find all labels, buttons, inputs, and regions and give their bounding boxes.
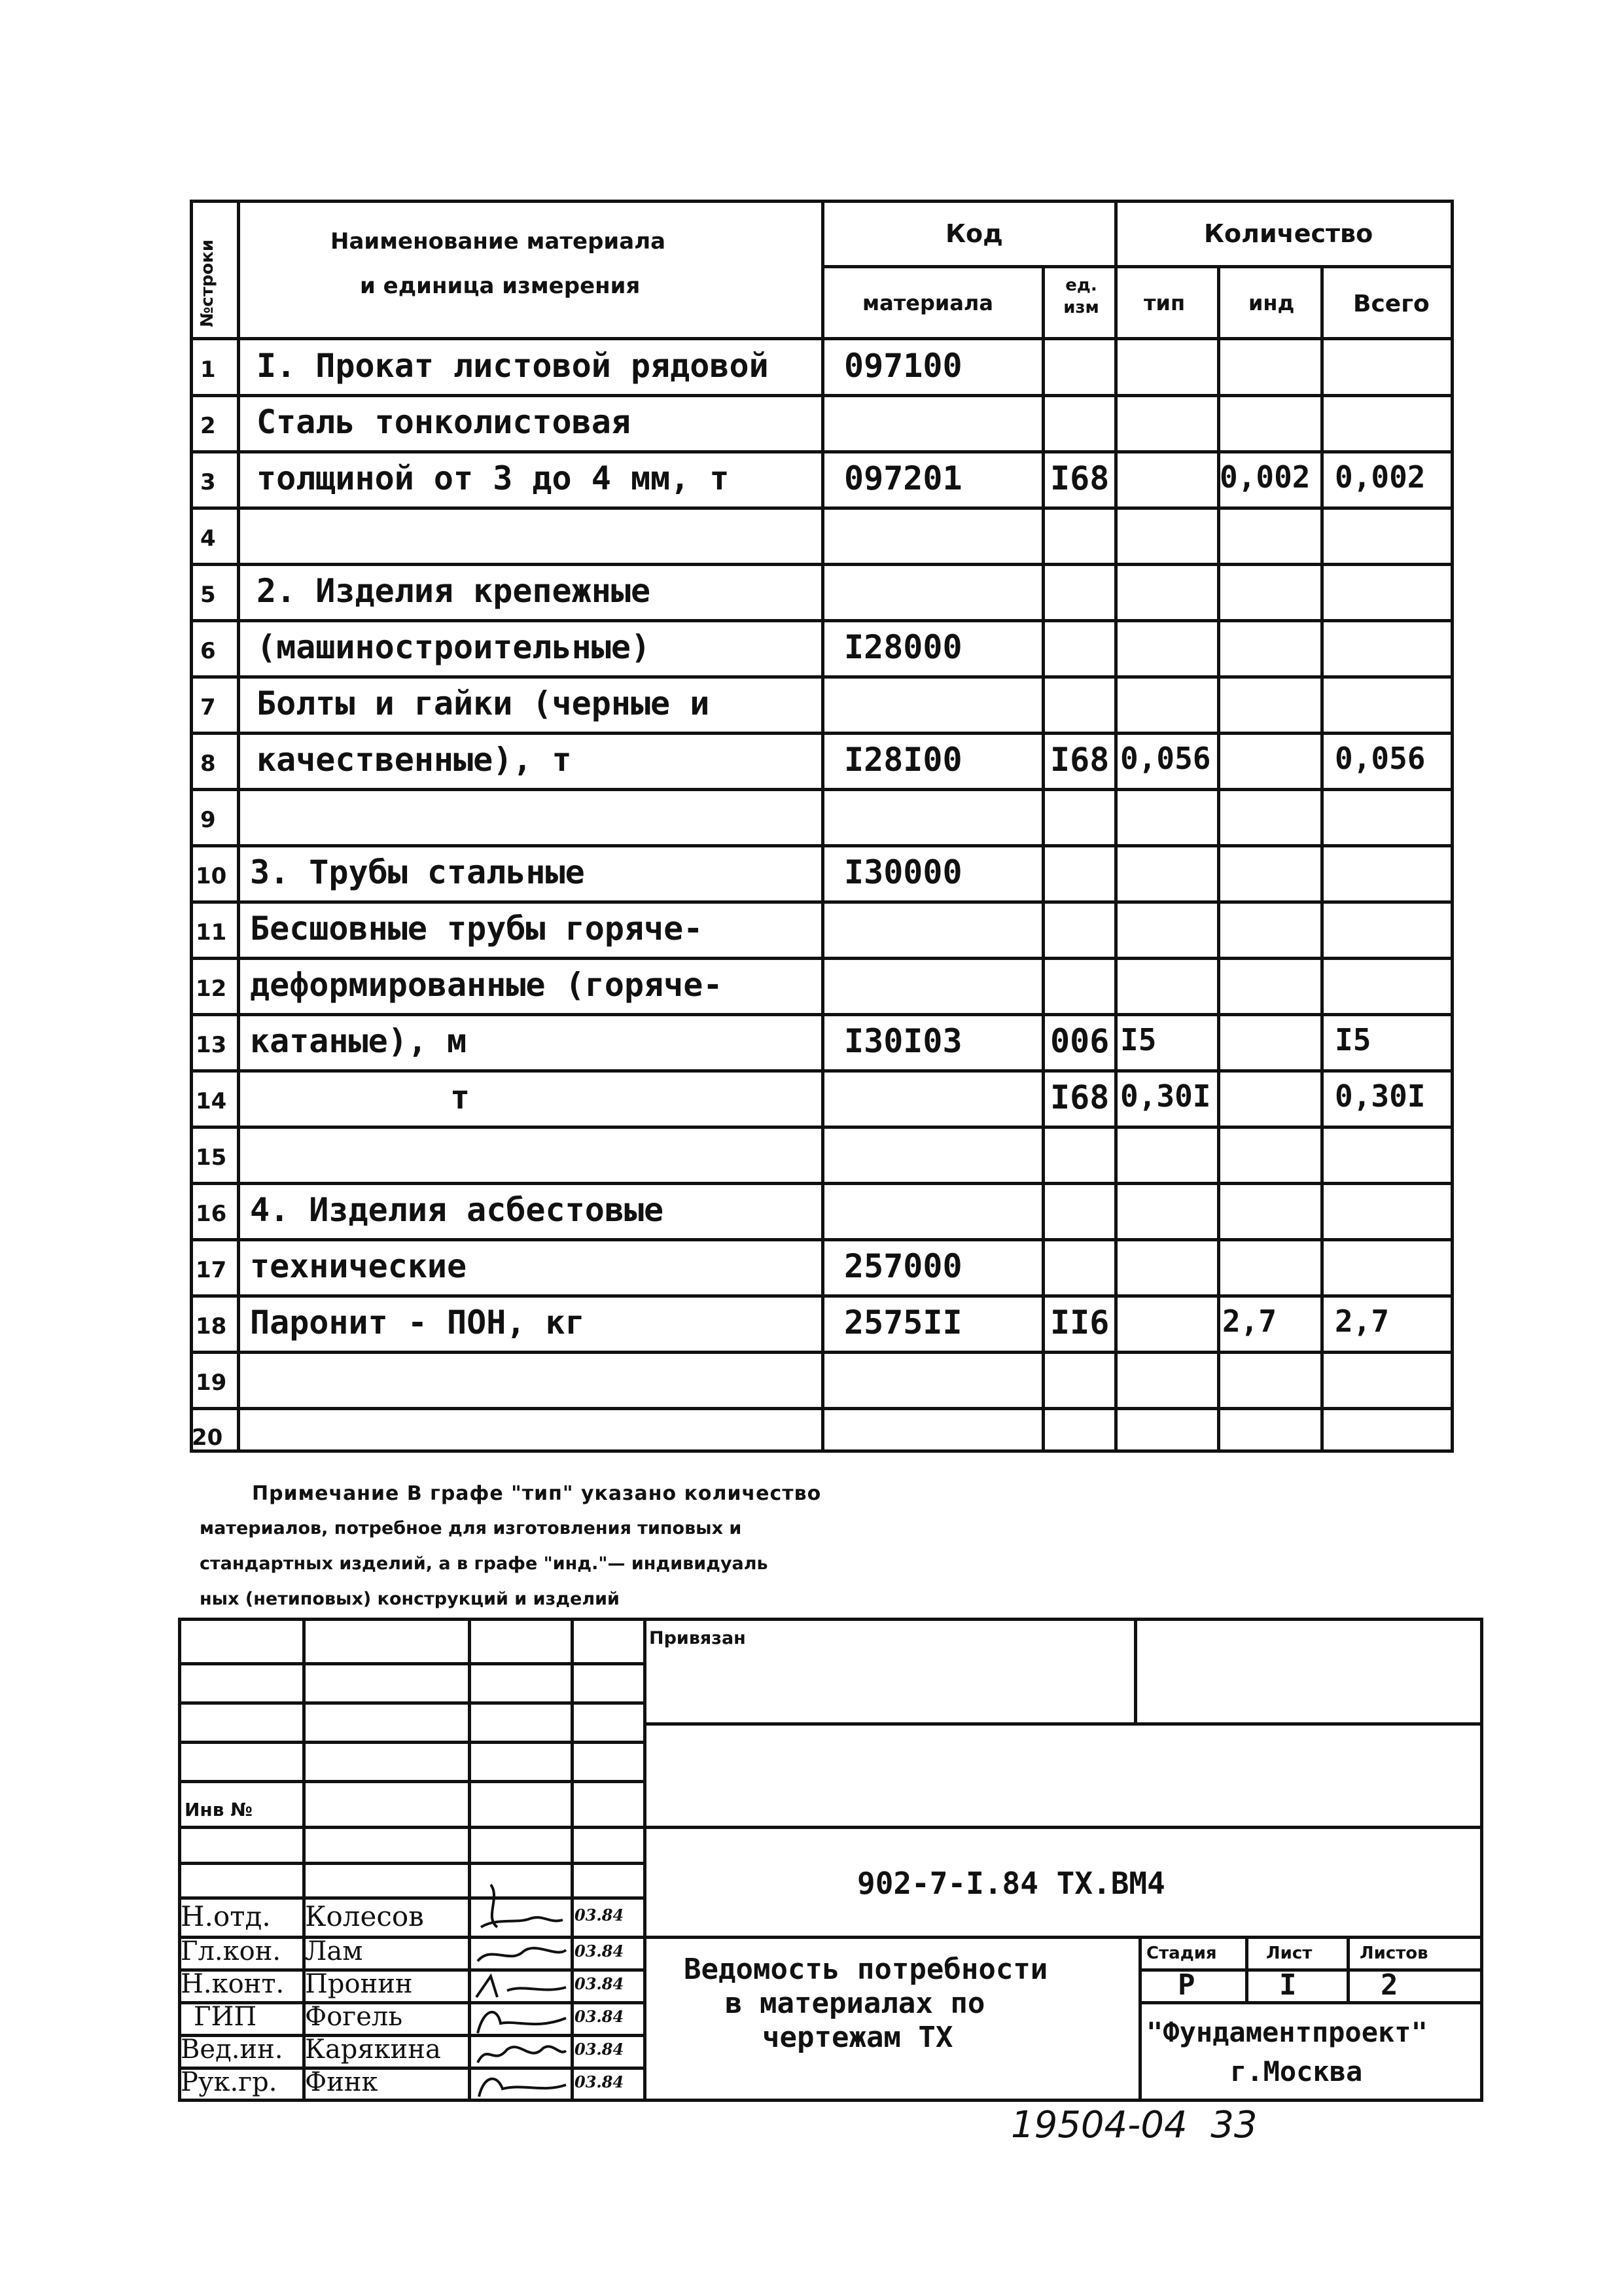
doc-title-line2: в материалах по: [725, 1987, 985, 2020]
footer-number: 19504-04 33: [1011, 2104, 1258, 2146]
row-name: 4. Изделия асбестовые: [250, 1191, 664, 1229]
row-unit: I68: [1050, 741, 1110, 779]
signer-name: Пронин: [305, 1969, 413, 1999]
signer-role: Н.отд.: [181, 1900, 271, 1932]
stamp-hline: [643, 1826, 1480, 1829]
table-vline: [821, 200, 824, 1453]
row-line: [190, 394, 1454, 397]
header-name-line2: и единица измерения: [360, 273, 641, 299]
document-code: 902-7-I.84 ТХ.ВМ4: [857, 1866, 1165, 1901]
row-name: Паронит - ПОН, кг: [250, 1304, 585, 1341]
doc-title-line1: Ведомость потребности: [684, 1953, 1048, 1986]
note-line-4: ных (нетиповых) конструкций и изделий: [200, 1589, 620, 1609]
row-unit: I68: [1050, 1078, 1110, 1116]
note-line-1: Примечание В графе "тип" указано количество: [252, 1482, 822, 1505]
stamp-hline: [178, 1780, 643, 1783]
row-name: 3. Трубы стальные: [250, 853, 585, 891]
row-name: технические: [250, 1247, 467, 1285]
row-unit: 006: [1050, 1022, 1110, 1060]
row-line: [190, 1407, 1454, 1410]
row-line: [190, 788, 1454, 791]
row-number: 17: [196, 1257, 227, 1283]
organization-name: "Фундаментпроект": [1146, 2016, 1428, 2048]
signer-role: Рук.гр.: [181, 2067, 277, 2097]
row-number: 4: [200, 525, 216, 552]
row-number: 19: [196, 1370, 227, 1396]
row-line: [190, 732, 1454, 735]
row-code: I30I03: [844, 1022, 962, 1060]
row-ind: 2,7: [1222, 1304, 1277, 1339]
stamp-right-border: [1480, 1618, 1483, 2102]
row-code: 097100: [844, 347, 962, 385]
signer-name: Лам: [305, 1936, 363, 1966]
sheet-value: I: [1279, 1968, 1297, 2002]
privyazan-label: Привязан: [649, 1628, 746, 1648]
row-number: 13: [196, 1032, 227, 1058]
signer-name: Фогель: [305, 2002, 403, 2032]
header-subline: [821, 265, 1454, 268]
stamp-hline: [178, 1896, 643, 1900]
stamp-vline: [643, 1618, 646, 2102]
row-name: I. Прокат листовой рядовой: [256, 347, 769, 385]
row-number: 1: [200, 357, 216, 383]
row-name: (машиностроительные): [256, 628, 651, 666]
header-name-line1: Наименование материала: [330, 228, 666, 255]
signature-scribble: [471, 1971, 569, 2004]
row-line: [190, 844, 1454, 847]
row-name: качественные), т: [256, 741, 572, 779]
sheets-value: 2: [1381, 1968, 1398, 2002]
signer-name: Карякина: [305, 2034, 441, 2065]
row-name: толщиной от 3 до 4 мм, т: [256, 459, 730, 497]
header-row-number: №строки: [198, 239, 217, 327]
stage-value: Р: [1178, 1968, 1195, 2002]
signer-name: Финк: [305, 2067, 378, 2097]
signer-date: 03.84: [574, 2007, 624, 2026]
row-total: 2,7: [1335, 1304, 1390, 1339]
row-line: [190, 506, 1454, 510]
row-name: Бесшовные трубы горяче-: [250, 910, 703, 948]
row-name: деформированные (горяче-: [250, 966, 723, 1004]
row-total: 0,056: [1335, 741, 1426, 776]
stamp-hline: [178, 1701, 643, 1705]
row-line: [190, 1013, 1454, 1016]
signature-scribble: [471, 2036, 569, 2069]
signer-date: 03.84: [574, 1906, 624, 1925]
row-number: 16: [196, 1201, 227, 1227]
signer-date: 03.84: [574, 1942, 624, 1961]
signer-role: Вед.ин.: [181, 2034, 283, 2065]
row-number: 15: [196, 1145, 227, 1171]
stamp-vline: [1245, 1936, 1248, 2001]
stage-label: Стадия: [1146, 1944, 1217, 1963]
row-code: 097201: [844, 459, 962, 497]
stamp-hline: [178, 1741, 643, 1744]
stamp-vline: [571, 1618, 574, 2102]
row-name: Болты и гайки (черные и: [256, 684, 710, 722]
row-code: 2575II: [844, 1304, 962, 1341]
header-qty-total: Всего: [1353, 291, 1430, 317]
row-tip: 0,30I: [1120, 1078, 1211, 1114]
row-number: 5: [200, 582, 216, 608]
signer-role: Гл.кон.: [181, 1936, 281, 1966]
table-vline: [1114, 200, 1118, 1453]
table-vline: [1042, 265, 1045, 1453]
row-number: 11: [196, 919, 227, 946]
signature-scribble: [471, 1938, 569, 1971]
row-number: 12: [196, 976, 227, 1002]
header-qty-ind: инд: [1248, 291, 1295, 315]
stamp-vline: [1347, 1936, 1350, 2001]
note-line-3: стандартных изделий, а в графе "инд."— индивидуаль: [200, 1553, 768, 1574]
row-number: 8: [200, 751, 216, 777]
stamp-left-border: [178, 1618, 181, 2102]
stamp-top-line: [178, 1618, 1483, 1621]
signature-scribble: [471, 2069, 569, 2102]
row-line: [190, 1238, 1454, 1241]
sheets-label: Листов: [1360, 1944, 1428, 1963]
row-code: I28000: [844, 628, 962, 666]
row-line: [190, 1126, 1454, 1129]
signer-role: ГИП: [194, 2002, 257, 2032]
doc-title-line3: чертежам ТХ: [762, 2021, 953, 2054]
note-line-2: материалов, потребное для изготовления типовых и: [200, 1518, 742, 1538]
row-number: 10: [196, 863, 227, 889]
row-line: [190, 1294, 1454, 1298]
signer-date: 03.84: [574, 1974, 624, 1993]
row-line: [190, 900, 1454, 904]
table-vline: [1320, 265, 1324, 1453]
inv-no-label: Инв №: [185, 1799, 253, 1820]
row-number: 18: [196, 1313, 227, 1340]
stamp-hline: [643, 1722, 1480, 1726]
organization-city: г.Москва: [1230, 2055, 1363, 2087]
stamp-vline: [1134, 1618, 1137, 1722]
signer-date: 03.84: [574, 2072, 624, 2091]
row-line: [190, 563, 1454, 566]
header-qty-tip: тип: [1144, 291, 1186, 315]
row-number: 2: [200, 413, 216, 439]
row-number: 6: [200, 638, 216, 664]
row-total: 0,002: [1335, 459, 1426, 495]
header-quantity: Количество: [1204, 219, 1373, 248]
row-unit: I68: [1050, 459, 1110, 497]
signature-scribble: [471, 1878, 569, 1937]
row-line: [190, 1069, 1454, 1073]
row-line: [190, 1351, 1454, 1354]
row-number: 20: [192, 1425, 223, 1451]
row-line: [190, 675, 1454, 679]
sheet-label: Лист: [1266, 1944, 1313, 1963]
row-code: I28I00: [844, 741, 962, 779]
signer-role: Н.конт.: [181, 1969, 285, 1999]
row-line: [190, 1182, 1454, 1185]
signature-scribble: [471, 2004, 569, 2036]
row-tip: 0,056: [1120, 741, 1211, 776]
row-line: [190, 450, 1454, 453]
stamp-hline: [178, 1662, 643, 1665]
stamp-hline: [178, 1826, 643, 1829]
row-name: 2. Изделия крепежные: [256, 572, 651, 610]
row-code: I30000: [844, 853, 962, 891]
stamp-hline: [643, 1936, 1480, 1939]
header-bottom-line: [190, 337, 1454, 340]
row-ind: 0,002: [1220, 459, 1311, 495]
row-total: 0,30I: [1335, 1078, 1426, 1114]
header-code-material: материала: [862, 291, 993, 315]
table-vline: [1217, 265, 1220, 1453]
table-vline: [237, 200, 240, 1453]
header-code-unit: ед. изм: [1063, 275, 1099, 317]
header-code: Код: [945, 219, 1003, 248]
stamp-vline: [1139, 1936, 1142, 2102]
signer-name: Колесов: [305, 1900, 424, 1932]
row-name: Сталь тонколистовая: [256, 403, 631, 441]
signer-date: 03.84: [574, 2040, 624, 2059]
row-number: 9: [200, 807, 216, 833]
row-number: 3: [200, 469, 216, 495]
row-line: [190, 957, 1454, 960]
row-name: т: [450, 1078, 470, 1116]
row-name: катаные), м: [250, 1022, 467, 1060]
row-line: [190, 619, 1454, 622]
row-number: 7: [200, 694, 216, 720]
row-number: 14: [196, 1088, 227, 1114]
row-tip: I5: [1120, 1022, 1157, 1057]
stamp-hline: [178, 1862, 643, 1865]
row-code: 257000: [844, 1247, 962, 1285]
row-unit: II6: [1050, 1304, 1110, 1341]
stamp-bottom-line: [178, 2099, 1483, 2102]
row-total: I5: [1335, 1022, 1371, 1057]
